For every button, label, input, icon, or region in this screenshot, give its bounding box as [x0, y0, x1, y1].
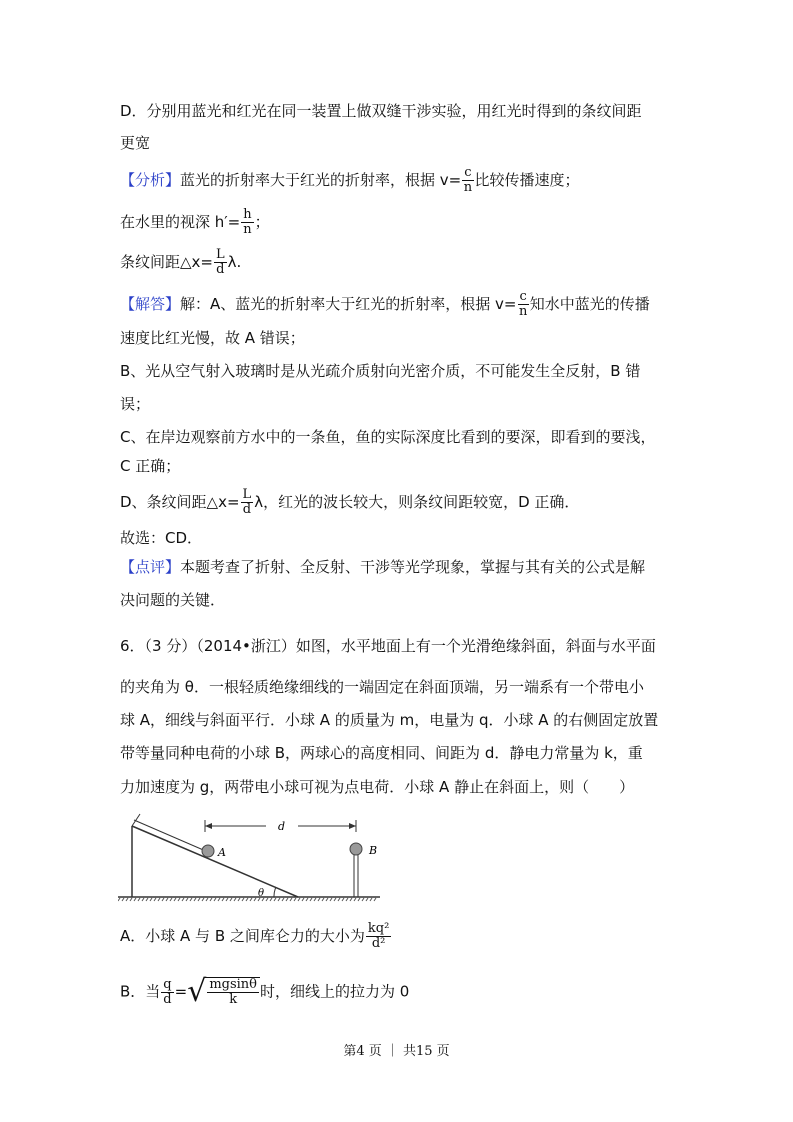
text: 本题考查了折射、全反射、干涉等光学现象，掌握与其有关的公式是解: [180, 558, 646, 576]
label-theta: θ: [258, 888, 265, 899]
ground-hatch: [374, 898, 376, 901]
ground-hatch: [134, 898, 136, 901]
analysis-line2: [120, 208, 270, 237]
ground-hatch: [182, 898, 184, 901]
solution-tag: 【解答】: [120, 295, 181, 313]
numerator: h: [243, 207, 252, 222]
numerator: mgsinθ: [209, 977, 258, 992]
text: 比较传播速度；: [474, 171, 580, 189]
text: 时，细线上的拉力为 0: [260, 982, 410, 1001]
ground-hatch: [266, 898, 268, 901]
equals: =: [174, 982, 188, 1001]
ground-hatch: [194, 898, 196, 901]
solution-answer: 故选：CD．: [120, 529, 203, 547]
fraction: [214, 248, 227, 277]
ground-hatch: [118, 898, 120, 901]
ground-hatch: [358, 898, 360, 901]
ground-hatch: [150, 898, 152, 901]
ground-hatch: [146, 898, 148, 901]
numerator: q: [163, 976, 172, 992]
ground-hatch: [202, 898, 204, 901]
fraction: [241, 208, 253, 237]
analysis-tag: 【分析】: [120, 171, 181, 189]
ground-hatch: [270, 898, 272, 901]
ball-a: [202, 845, 214, 857]
text: λ.: [227, 253, 242, 271]
denominator: d: [163, 991, 172, 1007]
ground-hatch: [166, 898, 168, 901]
ground-hatch: [330, 898, 332, 901]
option-b: [120, 974, 410, 1009]
ground-hatch: [206, 898, 208, 901]
text: 条纹间距△x=: [120, 253, 213, 271]
label-a: A: [218, 846, 226, 859]
comment-line2: 决问题的关键．: [120, 591, 226, 609]
ground-hatch: [306, 898, 308, 901]
ground-hatch: [302, 898, 304, 901]
solution-line4: 误；: [120, 395, 151, 413]
denominator: d: [216, 262, 225, 277]
ground-hatch: [370, 898, 372, 901]
comment-tag: 【点评】: [120, 558, 181, 576]
ground-hatch: [214, 898, 216, 901]
ground-hatch: [274, 898, 276, 901]
text: A．小球 A 与 B 之间库仑力的大小为: [120, 927, 365, 945]
ground-hatch: [222, 898, 224, 901]
fraction: [207, 978, 259, 1007]
ground-hatch: [310, 898, 312, 901]
text: λ，红光的波长较大，则条纹间距较宽，D 正确．: [254, 493, 580, 511]
question6-line5: 力加速度为 g，两带电小球可视为点电荷．小球 A 静止在斜面上，则（ ）: [120, 778, 635, 796]
ground-hatch: [126, 898, 128, 901]
ground-hatch: [290, 898, 292, 901]
numerator: c: [519, 289, 527, 304]
ground-hatch: [130, 898, 132, 901]
denominator: d: [242, 502, 252, 517]
text: 解：A、蓝光的折射率大于红光的折射率，根据 v=: [180, 295, 517, 313]
text: D、条纹间距△x=: [120, 493, 240, 511]
ground-hatch: [210, 898, 212, 901]
page-footer: 第4 页 ｜ 共15 页: [343, 1044, 450, 1059]
ground-hatch: [366, 898, 368, 901]
ground-hatch: [298, 898, 300, 901]
ground-hatch: [282, 898, 284, 901]
ground-hatch: [178, 898, 180, 901]
ground-hatch: [230, 898, 232, 901]
option-d-line1: D．分别用蓝光和红光在同一装置上做双缝干涉实验，用红光时得到的条纹间距: [120, 102, 642, 120]
ground-hatch: [246, 898, 248, 901]
ground-hatch: [242, 898, 244, 901]
question6-line2: 的夹角为 θ．一根轻质绝缘细线的一端固定在斜面顶端，另一端系有一个带电小: [120, 678, 644, 696]
text: 蓝光的折射率大于红光的折射率，根据 v=: [180, 171, 462, 189]
ground-hatch: [218, 898, 220, 901]
question6-line3: 球 A，细线与斜面平行．小球 A 的质量为 m，电量为 q．小球 A 的右侧固定放置: [120, 711, 659, 729]
fraction: [161, 978, 173, 1007]
solution-line2: 速度比红光慢，故 A 错误；: [120, 329, 305, 347]
denominator: n: [463, 180, 473, 195]
ground-hatch: [158, 898, 160, 901]
fraction: [241, 488, 254, 517]
ground-hatch: [250, 898, 252, 901]
fraction: [518, 290, 529, 319]
ground-hatch: [278, 898, 280, 901]
denominator: d²: [371, 936, 386, 951]
ground-hatch: [314, 898, 316, 901]
ground-hatch: [350, 898, 352, 901]
numerator: L: [215, 247, 225, 262]
ground-hatch: [186, 898, 188, 901]
ground-hatch: [286, 898, 288, 901]
comment-line1: [120, 557, 645, 577]
fraction: [366, 922, 391, 951]
analysis-line3: [120, 248, 241, 277]
ground-hatch: [322, 898, 324, 901]
ground-hatch: [346, 898, 348, 901]
ground-hatch: [238, 898, 240, 901]
ground-hatch: [162, 898, 164, 901]
numerator: kq²: [367, 921, 390, 936]
solution-line3: B、光从空气射入玻璃时是从光疏介质射向光密介质，不可能发生全反射，B 错: [120, 362, 641, 380]
analysis-line1: [120, 166, 580, 195]
denominator: n: [518, 304, 528, 319]
question6-line4: 带等量同种电荷的小球 B，两球心的高度相同、间距为 d．静电力常量为 k，重: [120, 744, 643, 762]
ground-hatch: [234, 898, 236, 901]
ground-hatch: [174, 898, 176, 901]
square-root: [187, 974, 260, 1009]
fraction: [462, 166, 473, 195]
numerator: c: [464, 165, 472, 180]
text: ；: [254, 213, 270, 231]
ground-hatch: [142, 898, 144, 901]
ground-hatch: [338, 898, 340, 901]
ground-hatch: [334, 898, 336, 901]
solution-line1: [120, 290, 650, 319]
ground-hatch: [342, 898, 344, 901]
ground-hatch: [170, 898, 172, 901]
ground-hatch: [326, 898, 328, 901]
text: 在水里的视深 h′=: [120, 213, 241, 231]
ground-hatch: [254, 898, 256, 901]
incline-figure: [118, 806, 388, 902]
radical-sign: √: [187, 974, 207, 1009]
ground-hatch: [138, 898, 140, 901]
solution-line6: C 正确；: [120, 457, 181, 475]
ground-hatch: [122, 898, 124, 901]
ground-hatch: [198, 898, 200, 901]
ground-hatch: [362, 898, 364, 901]
ground-hatch: [190, 898, 192, 901]
option-d-line2: 更宽: [120, 134, 151, 152]
numerator: L: [242, 487, 252, 502]
question6-line1: 6．（3 分）（2014•浙江）如图，水平地面上有一个光滑绝缘斜面，斜面与水平面: [120, 637, 656, 655]
ground-hatch: [294, 898, 296, 901]
label-b: B: [369, 844, 378, 857]
solution-line5: C、在岸边观察前方水中的一条鱼，鱼的实际深度比看到的要深，即看到的要浅，: [120, 428, 656, 446]
ball-b: [350, 843, 362, 855]
ground-hatch: [318, 898, 320, 901]
denominator: n: [243, 222, 252, 237]
label-d: d: [278, 820, 286, 833]
denominator: k: [229, 992, 238, 1007]
ground-hatch: [154, 898, 156, 901]
text: 知水中蓝光的传播: [529, 295, 650, 313]
option-a: [120, 922, 392, 951]
ground-hatch: [226, 898, 228, 901]
solution-line7: [120, 488, 579, 517]
ground-hatch: [354, 898, 356, 901]
text: B．当: [120, 982, 161, 1001]
